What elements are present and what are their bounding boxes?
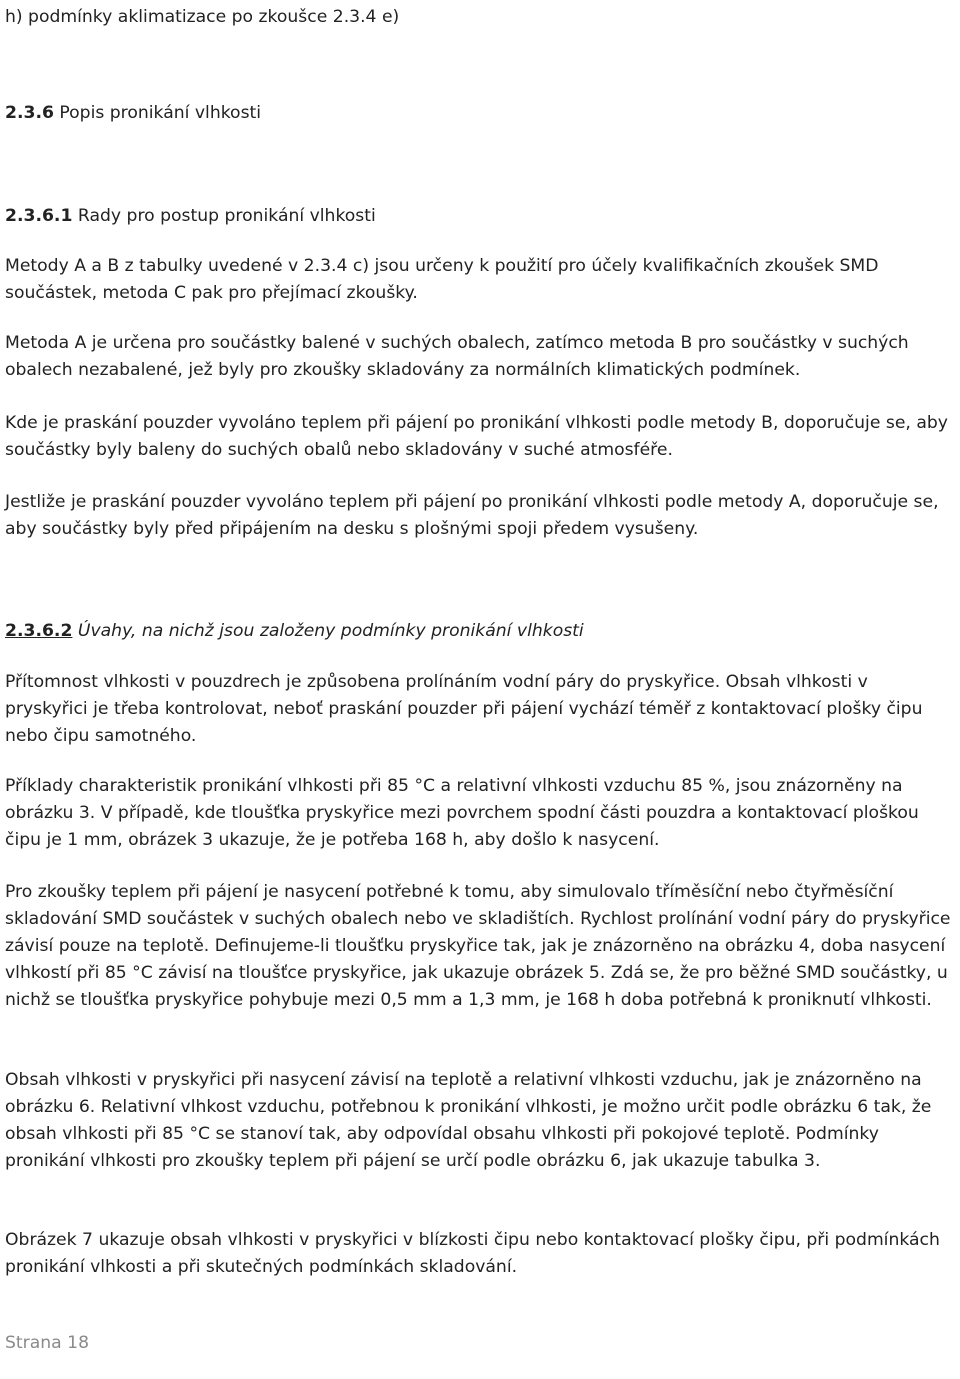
list-item-h: h) podmínky aklimatizace po zkoušce 2.3.4 e) (5, 7, 400, 27)
page-number: Strana 18 (5, 1333, 90, 1353)
section-title: Popis pronikání vlhkosti (53, 103, 262, 123)
paragraph (5, 1067, 955, 1175)
paragraph-text: Pro zkoušky teplem při pájení je nasycení potřebné k tomu, aby simulovalo tříměsíční nebo čtyřměsíční skladování SMD součástek v suchých obalech nebo ve skladištích. Rychlost prolínání vodní páry do pryskyřice závisí pouze na teplotě. Definujeme-li tloušťku pryskyřice tak, jak je znázorněno na obrázku 4, doba nasycení vlhkostí při 85 °C závisí na tloušťce pryskyřice, jak ukazuje obrázek 5. Zdá se, že pro běžné SMD součástky, u nichž se tloušťka pryskyřice pohybuje mezi 0,5 mm a 1,3 mm, je 168 h doba potřebná k proniknutí vlhkosti. (5, 882, 951, 1010)
paragraph-text: Přítomnost vlhkosti v pouzdrech je způsobena prolínáním vodní páry do pryskyřice. Obsah vlhkosti v pryskyřici je třeba kontrolovat, neboť praskání pouzder při pájení vychází téměř z kontaktovací plošky čipu nebo čipu samotného. (5, 672, 923, 746)
paragraph-text: Kde je praskání pouzder vyvoláno teplem při pájení po pronikání vlhkosti podle metody B, doporučuje se, aby součástky byly baleny do suchých obalů nebo skladovány v suché atmosféře. (5, 413, 948, 460)
section-title: Úvahy, na nichž jsou založeny podmínky pronikání vlhkosti (72, 621, 584, 641)
section-number: 2.3.6.2 (5, 621, 73, 641)
paragraph (5, 410, 955, 464)
paragraph (5, 330, 955, 384)
section-title: Rady pro postup pronikání vlhkosti (72, 206, 376, 226)
section-number: 2.3.6 (5, 103, 54, 123)
paragraph (5, 879, 955, 1014)
paragraph (5, 253, 955, 307)
paragraph (5, 773, 955, 854)
section-heading-2-3-6-1 (5, 203, 376, 230)
section-number: 2.3.6.1 (5, 206, 73, 226)
paragraph-text: Obsah vlhkosti v pryskyřici při nasycení závisí na teplotě a relativní vlhkosti vzduchu, jak je znázorněno na obrázku 6. Relativní vlhkost vzduchu, potřebnou k pronikání vlhkosti, je možno určit podle obrázku 6 tak, že obsah vlhkosti při 85 °C se stanoví tak, aby odpovídal obsahu vlhkosti při pokojové teplotě. Podmínky pronikání vlhkosti pro zkoušky teplem při pájení se určí podle obrázku 6, jak ukazuje tabulka 3. (5, 1070, 932, 1171)
paragraph (5, 669, 955, 750)
section-heading-2-3-6-2 (5, 618, 584, 645)
paragraph-text: Metody A a B z tabulky uvedené v 2.3.4 c) jsou určeny k použití pro účely kvalifikačních zkoušek SMD součástek, metoda C pak pro přejímací zkoušky. (5, 256, 879, 303)
paragraph-text: Metoda A je určena pro součástky balené v suchých obalech, zatímco metoda B pro součástky v suchých obalech nezabalené, jež byly pro zkoušky skladovány za normálních klimatických podmínek. (5, 333, 909, 380)
section-heading-2-3-6 (5, 100, 261, 127)
paragraph-text: Obrázek 7 ukazuje obsah vlhkosti v pryskyřici v blízkosti čipu nebo kontaktovací plošky čipu, při podmínkách pronikání vlhkosti a při skutečných podmínkách skladování. (5, 1230, 940, 1277)
paragraph-text: Jestliže je praskání pouzder vyvoláno teplem při pájení po pronikání vlhkosti podle metody A, doporučuje se, aby součástky byly před připájením na desku s plošnými spoji předem vysušeny. (5, 492, 939, 539)
paragraph (5, 489, 955, 543)
paragraph-text: Příklady charakteristik pronikání vlhkosti při 85 °C a relativní vlhkosti vzduchu 85 %, jsou znázorněny na obrázku 3. V případě, kde tloušťka pryskyřice mezi povrchem spodní části pouzdra a kontaktovací ploškou čipu je 1 mm, obrázek 3 ukazuje, že je potřeba 168 h, aby došlo k nasycení. (5, 776, 919, 850)
paragraph (5, 1227, 955, 1281)
